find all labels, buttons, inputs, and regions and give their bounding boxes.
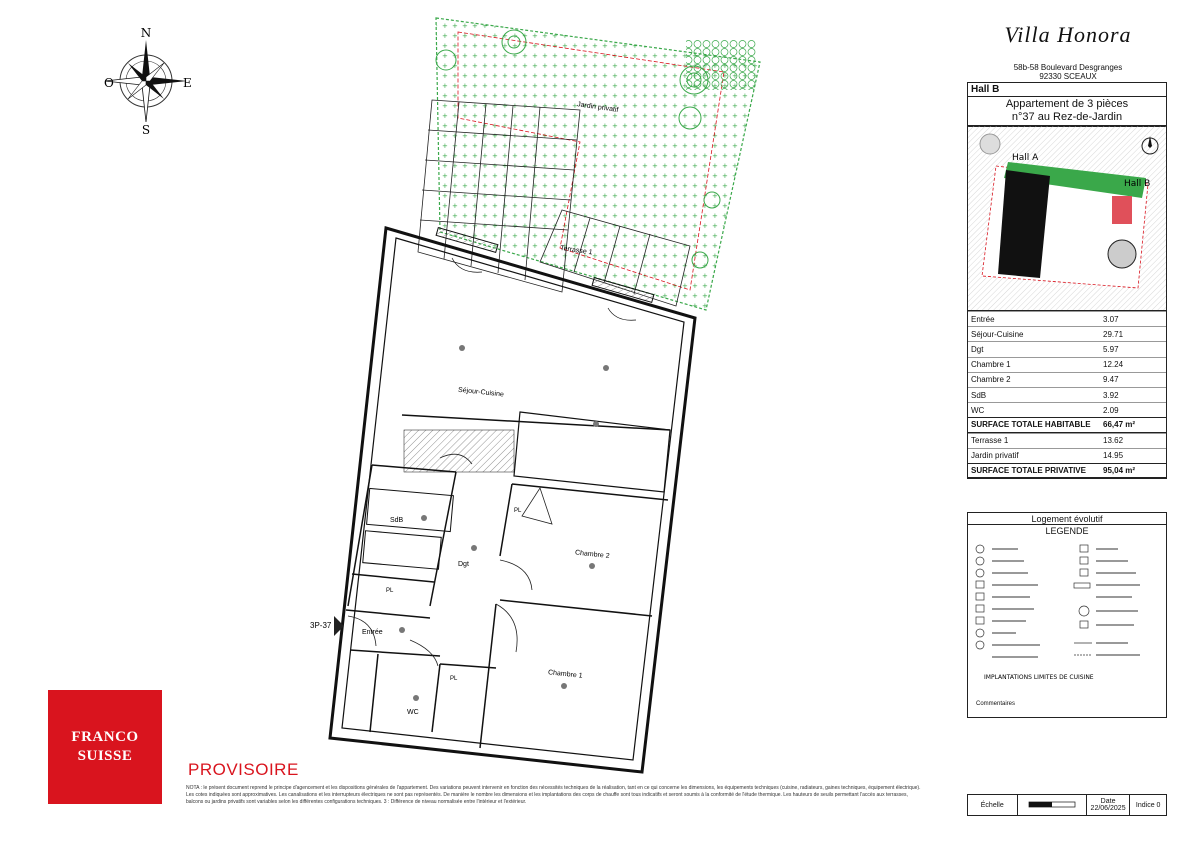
- surface-label: Chambre 2: [971, 375, 1011, 385]
- surface-value: 2.09: [1103, 405, 1119, 415]
- compass-south-label: S: [141, 123, 151, 137]
- brand-name: Villa Honora: [1004, 22, 1132, 47]
- surface-value: 12.24: [1103, 360, 1124, 370]
- room-label-sdb: SdB: [390, 517, 404, 524]
- legend-comments: Commentaires: [976, 701, 1016, 707]
- compass-north-label: N: [140, 26, 152, 40]
- surface-label: SURFACE TOTALE PRIVATIVE: [971, 465, 1086, 475]
- surface-row: [968, 372, 1166, 387]
- hall-label: Hall B: [968, 83, 1166, 97]
- footer-date-value: 22/06/2025: [1090, 805, 1126, 812]
- room-label-dgt: Dgt: [458, 561, 469, 568]
- address-line2: 92330 SCEAUX: [1039, 72, 1097, 81]
- site-minimap: [967, 125, 1167, 311]
- legend-box: [967, 512, 1167, 718]
- compass-east-label: E: [183, 76, 192, 90]
- surface-row: [968, 433, 1166, 448]
- surface-label: SURFACE TOTALE HABITABLE: [971, 420, 1091, 430]
- minimap-hall-a: Hall A: [1012, 153, 1039, 163]
- surface-total-row: [968, 417, 1166, 432]
- surface-row: [968, 357, 1166, 372]
- surface-label: Entrée: [971, 314, 995, 324]
- surface-row: [968, 341, 1166, 356]
- apartment-walls: [330, 228, 695, 772]
- logo-line1: FRANCO: [71, 729, 139, 745]
- legend-title: Logement évolutif: [968, 513, 1166, 525]
- footer-date-label: Date: [1100, 798, 1116, 805]
- address-line1: 58b-58 Boulevard Desgranges: [1013, 63, 1123, 72]
- legend-section-label: IMPLANTATIONS LIMITES DE CUISINE: [984, 674, 1094, 681]
- surface-row: [968, 387, 1166, 402]
- legend-symbols: [968, 537, 1166, 687]
- interior-partitions: [346, 412, 670, 748]
- surface-label: Chambre 1: [971, 360, 1011, 370]
- surface-row: [968, 311, 1166, 326]
- surface-value: 5.97: [1103, 344, 1119, 354]
- room-label-chambre1: Chambre 1: [547, 669, 583, 680]
- room-label-sejour: Séjour-Cuisine: [457, 386, 505, 399]
- footer-box: [967, 794, 1167, 816]
- entrance-marker-label: 3P-37: [310, 621, 332, 630]
- provisoire-label: PROVISOIRE: [188, 760, 299, 779]
- surface-value: 13.62: [1103, 436, 1124, 446]
- footer-date: [1087, 795, 1131, 815]
- room-label-terrasse: Terrasse 1: [559, 244, 593, 257]
- surface-total-row: [968, 463, 1166, 478]
- room-label-chambre2: Chambre 2: [574, 549, 610, 561]
- scale-bar: [1018, 795, 1087, 815]
- surface-value: 9.47: [1103, 375, 1119, 385]
- surface-value: 29.71: [1103, 329, 1124, 339]
- compass-west-label: O: [104, 76, 114, 90]
- surface-row: [968, 448, 1166, 463]
- surface-label: Terrasse 1: [971, 436, 1009, 446]
- apartment-line1: Appartement de 3 pièces: [1005, 98, 1129, 110]
- logo-line2: SUISSE: [77, 748, 133, 764]
- surface-label: Dgt: [971, 344, 984, 354]
- electrical-markers: [399, 345, 609, 701]
- surface-value: 66,47 m²: [1103, 420, 1136, 430]
- hall-box: [967, 82, 1167, 127]
- closet-label-2: PL: [514, 508, 522, 514]
- closet-label-3: PL: [450, 676, 458, 682]
- address: [968, 63, 1168, 81]
- apartment-title: [968, 97, 1166, 126]
- surface-value: 14.95: [1103, 451, 1124, 461]
- room-label-wc: WC: [407, 709, 419, 716]
- room-label-entree: Entrée: [362, 629, 383, 636]
- surface-table: [967, 311, 1167, 479]
- franco-suisse-logo: [48, 690, 162, 804]
- legend-subtitle: LEGENDE: [1045, 526, 1089, 536]
- compass-rose-icon: [105, 40, 187, 122]
- closet-label-1: PL: [386, 588, 394, 594]
- apartment-line2: n°37 au Rez-de-Jardin: [1011, 111, 1123, 123]
- surface-label: Jardin privatif: [971, 451, 1019, 461]
- surface-row: [968, 326, 1166, 341]
- surface-label: SdB: [971, 390, 987, 400]
- surface-value: 3.07: [1103, 314, 1119, 324]
- room-label-jardin: Jardin privatif: [576, 101, 619, 114]
- footer-scale-label: Échelle: [968, 795, 1018, 815]
- surface-label: WC: [971, 405, 985, 415]
- surface-value: 95,04 m²: [1103, 465, 1136, 475]
- footer-index: Indice 0: [1135, 801, 1161, 809]
- surface-value: 3.92: [1103, 390, 1119, 400]
- legal-note: NOTA : le présent document reprend le principe d'agencement et les dispositions générales de l'appartement. Des variations peuvent intervenir en fonction des nécessités techniques de la réalisation, tant en ce qui concerne les dimensions, les équipements techniques (cuisine, radiateurs, gaines techniques, équipement électrique). Les cotes indiquées sont approximatives. Les canalisations et les interrupteurs électriques ne sont pas représentés. De manière le nombre les dimensions et les implantations des corps de chauffe sont tous indicatifs et seront soumis à la conformité de l'étude thermique. Les hauteurs de seuils permettant l'accès aux terrasses, balcons ou jardins privatifs sont variables selon les différentes configurations techniques. 3 : Différence de niveau normalisée entre l'intérieur et l'extérieur.: [186, 785, 921, 805]
- surface-label: Séjour-Cuisine: [971, 329, 1024, 339]
- surface-row: [968, 402, 1166, 417]
- minimap-hall-b: Hall B: [1124, 179, 1151, 189]
